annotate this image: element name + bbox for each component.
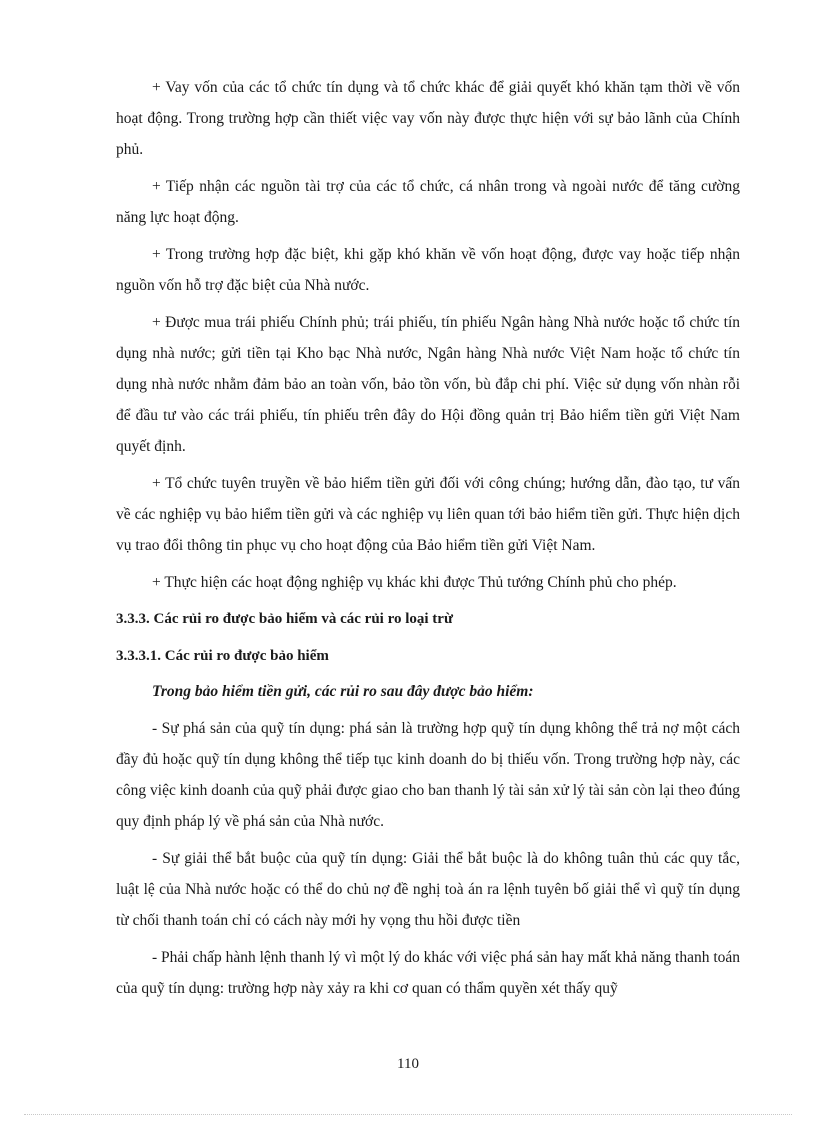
paragraph-receive-funding: + Tiếp nhận các nguồn tài trợ của các tổ chức, cá nhân trong và ngoài nước để tăng cường năng lực hoạt động. [116, 178, 740, 226]
footer-divider [24, 1114, 792, 1115]
page-number: 110 [397, 1056, 419, 1072]
subsection-heading: 3.3.3.1. Các rủi ro được bảo hiểm [116, 648, 329, 664]
paragraph-propaganda-training: + Tổ chức tuyên truyền về bảo hiểm tiền gửi đối với công chúng; hướng dẫn, đào tạo, tư vấn về các nghiệp vụ bảo hiểm tiền gửi và các nghiệp vụ liên quan tới bảo hiểm tiền gửi. Thực hiện dịch vụ trao đổi thông tin phục vụ cho hoạt động của Bảo hiểm tiền gửi Việt Nam. [116, 475, 740, 554]
document-body [116, 72, 740, 1010]
emphasis-line: Trong bảo hiểm tiền gửi, các rủi ro sau đây được bảo hiểm: [152, 683, 534, 700]
paragraph-borrow-capital: + Vay vốn của các tổ chức tín dụng và tổ chức khác để giải quyết khó khăn tạm thời về vốn hoạt động. Trong trường hợp cần thiết việc vay vốn này được thực hiện với sự bảo lãnh của Chính phủ. [116, 79, 740, 158]
paragraph-forced-dissolution: - Sự giải thể bắt buộc của quỹ tín dụng: Giải thể bắt buộc là do không tuân thủ các quy tắc, luật lệ của Nhà nước hoặc có thể do chủ nợ đề nghị toà án ra lệnh tuyên bố giải thể vì quỹ tín dụng từ chối thanh toán chỉ có cách này mới hy vọng thu hồi được tiền [116, 850, 740, 929]
paragraph-bankruptcy: - Sự phá sản của quỹ tín dụng: phá sản là trường hợp quỹ tín dụng không thể trả nợ một cách đầy đủ hoặc quỹ tín dụng không thể tiếp tục kinh doanh do bị thiếu vốn. Trong trường hợp này, các công việc kinh doanh của quỹ phải được giao cho ban thanh lý tài sản xử lý tài sản còn lại theo đúng quy định pháp lý về phá sản của Nhà nước. [116, 720, 740, 830]
paragraph-buy-bonds: + Được mua trái phiếu Chính phủ; trái phiếu, tín phiếu Ngân hàng Nhà nước hoặc tổ chức tín dụng nhà nước; gửi tiền tại Kho bạc Nhà nước, Ngân hàng Nhà nước Việt Nam hoặc tổ chức tín dụng nhà nước nhằm đảm bảo an toàn vốn, bảo tồn vốn, bù đắp chi phí. Việc sử dụng vốn nhàn rỗi để đầu tư vào các trái phiếu, tín phiếu trên đây do Hội đồng quản trị Bảo hiểm tiền gửi Việt Nam quyết định. [116, 314, 740, 455]
paragraph-liquidation-order: - Phải chấp hành lệnh thanh lý vì một lý do khác với việc phá sản hay mất khả năng thanh toán của quỹ tín dụng: trường hợp này xảy ra khi cơ quan có thẩm quyền xét thấy quỹ [116, 949, 741, 997]
paragraph-special-support: + Trong trường hợp đặc biệt, khi gặp khó khăn về vốn hoạt động, được vay hoặc tiếp nhận nguồn vốn hỗ trợ đặc biệt của Nhà nước. [116, 246, 740, 294]
paragraph-other-activities: + Thực hiện các hoạt động nghiệp vụ khác khi được Thủ tướng Chính phủ cho phép. [152, 574, 677, 591]
section-heading: 3.3.3. Các rủi ro được bảo hiểm và các rủi ro loại trừ [116, 611, 453, 627]
